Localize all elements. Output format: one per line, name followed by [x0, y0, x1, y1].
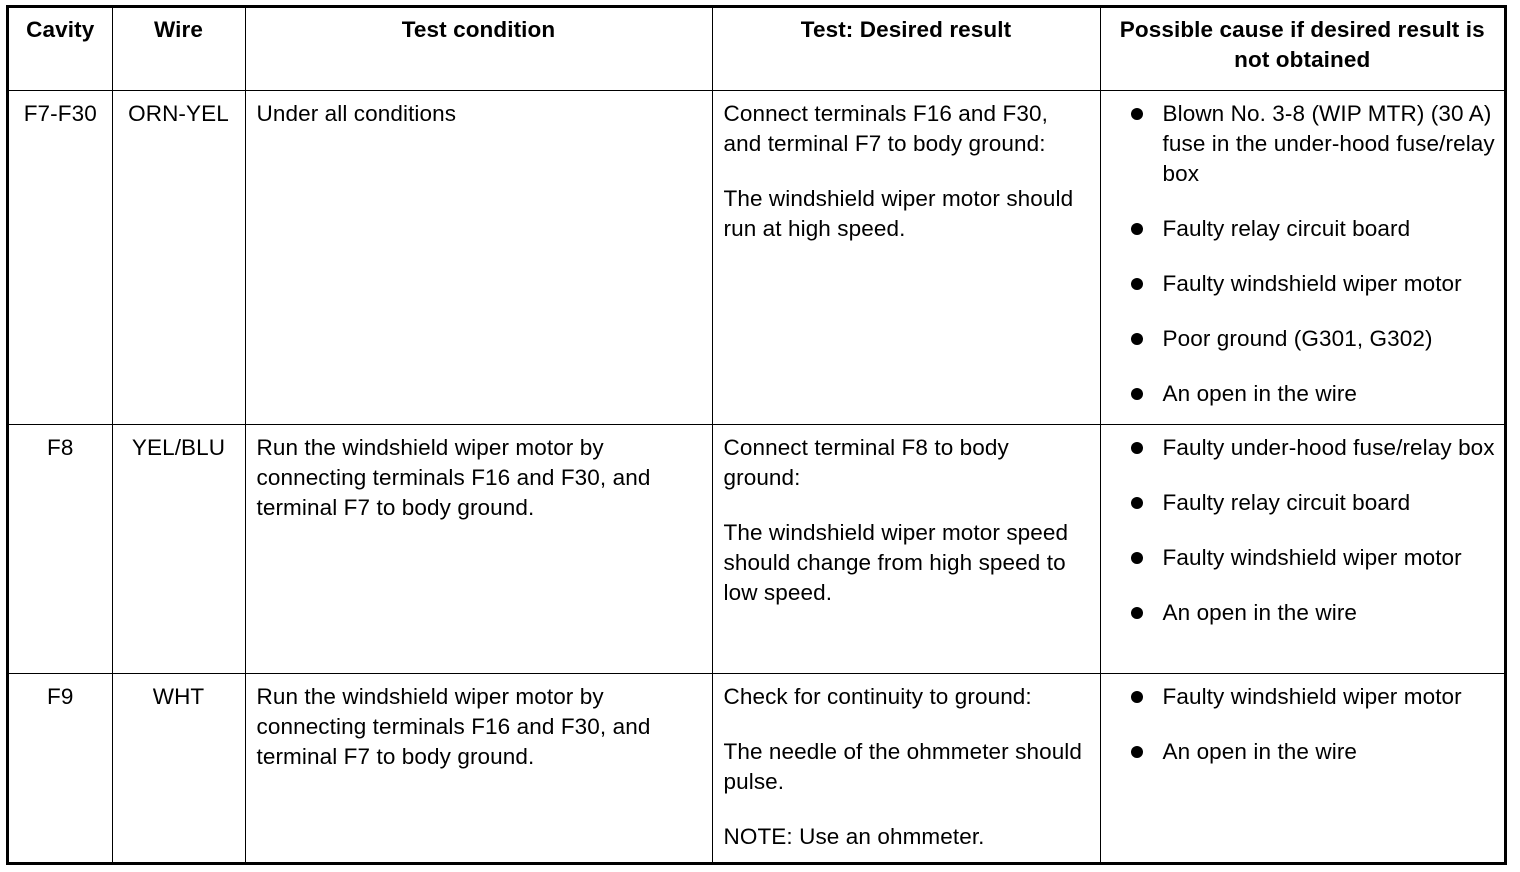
result-paragraph: The windshield wiper motor should run at high speed. [723, 186, 1074, 241]
wire-cell: WHT [112, 674, 245, 863]
cause-item [1112, 379, 1499, 409]
desired-result-cell [712, 674, 1100, 863]
header-possible-cause: Possible cause if desired result is not obtained [1100, 8, 1504, 91]
bullet-icon [1131, 223, 1143, 235]
header-row [9, 8, 1504, 91]
header-cavity: Cavity [9, 8, 112, 91]
cause-text: An open in the wire [1162, 600, 1358, 625]
header-wire: Wire [112, 8, 245, 91]
cause-item [1112, 488, 1499, 518]
result-paragraph: Connect terminal F8 to body ground: [723, 435, 1009, 490]
cause-item [1112, 682, 1499, 712]
result-paragraph: Connect terminals F16 and F30, and terminal F7 to body ground: [723, 101, 1048, 156]
cause-list [1112, 99, 1499, 409]
cavity-cell: F7-F30 [9, 91, 112, 425]
result-paragraph: The needle of the ohmmeter should pulse. [723, 739, 1083, 794]
possible-cause-cell [1100, 674, 1504, 863]
header-test-condition: Test condition [245, 8, 712, 91]
cause-item [1112, 269, 1499, 299]
bullet-icon [1131, 497, 1143, 509]
cause-item [1112, 543, 1499, 573]
desired-result-cell [712, 91, 1100, 425]
bullet-icon [1131, 746, 1143, 758]
cause-list [1112, 682, 1499, 767]
bullet-icon [1131, 552, 1143, 564]
desired-result-cell [712, 425, 1100, 674]
bullet-icon [1131, 607, 1143, 619]
table-row [9, 91, 1504, 425]
bullet-icon [1131, 333, 1143, 345]
result-paragraph: The windshield wiper motor speed should change from high speed to low speed. [723, 520, 1069, 605]
cause-item [1112, 433, 1499, 463]
cause-text: Poor ground (G301, G302) [1162, 326, 1433, 351]
cause-item [1112, 99, 1499, 189]
cause-item [1112, 598, 1499, 628]
cavity-cell: F8 [9, 425, 112, 674]
header-desired-result: Test: Desired result [712, 8, 1100, 91]
troubleshooting-table-frame [6, 5, 1507, 865]
cause-item [1112, 737, 1499, 767]
test-condition-cell: Run the windshield wiper motor by connecting terminals F16 and F30, and terminal F7 to body ground. [245, 425, 712, 674]
cause-text: Faulty relay circuit board [1162, 490, 1411, 515]
possible-cause-cell [1100, 425, 1504, 674]
troubleshooting-table [9, 8, 1504, 862]
bullet-icon [1131, 691, 1143, 703]
wire-cell: YEL/BLU [112, 425, 245, 674]
cavity-cell: F9 [9, 674, 112, 863]
test-condition-cell: Run the windshield wiper motor by connecting terminals F16 and F30, and terminal F7 to body ground. [245, 674, 712, 863]
cause-text: Blown No. 3-8 (WIP MTR) (30 A) fuse in the under-hood fuse/relay box [1162, 101, 1495, 186]
cause-text: An open in the wire [1162, 381, 1358, 406]
bullet-icon [1131, 442, 1143, 454]
cause-item [1112, 214, 1499, 244]
test-condition-cell: Under all conditions [245, 91, 712, 425]
table-row [9, 425, 1504, 674]
bullet-icon [1131, 388, 1143, 400]
cause-text: Faulty windshield wiper motor [1162, 684, 1462, 709]
note-paragraph: NOTE: Use an ohmmeter. [723, 824, 985, 849]
result-paragraph: Check for continuity to ground: [723, 684, 1032, 709]
bullet-icon [1131, 108, 1143, 120]
table-row [9, 674, 1504, 863]
cause-text: Faulty windshield wiper motor [1162, 545, 1462, 570]
bullet-icon [1131, 278, 1143, 290]
cause-text: Faulty windshield wiper motor [1162, 271, 1462, 296]
possible-cause-cell [1100, 91, 1504, 425]
cause-text: An open in the wire [1162, 739, 1358, 764]
cause-text: Faulty relay circuit board [1162, 216, 1411, 241]
cause-text: Faulty under-hood fuse/relay box [1162, 435, 1495, 460]
cause-item [1112, 324, 1499, 354]
cause-list [1112, 433, 1499, 628]
wire-cell: ORN-YEL [112, 91, 245, 425]
